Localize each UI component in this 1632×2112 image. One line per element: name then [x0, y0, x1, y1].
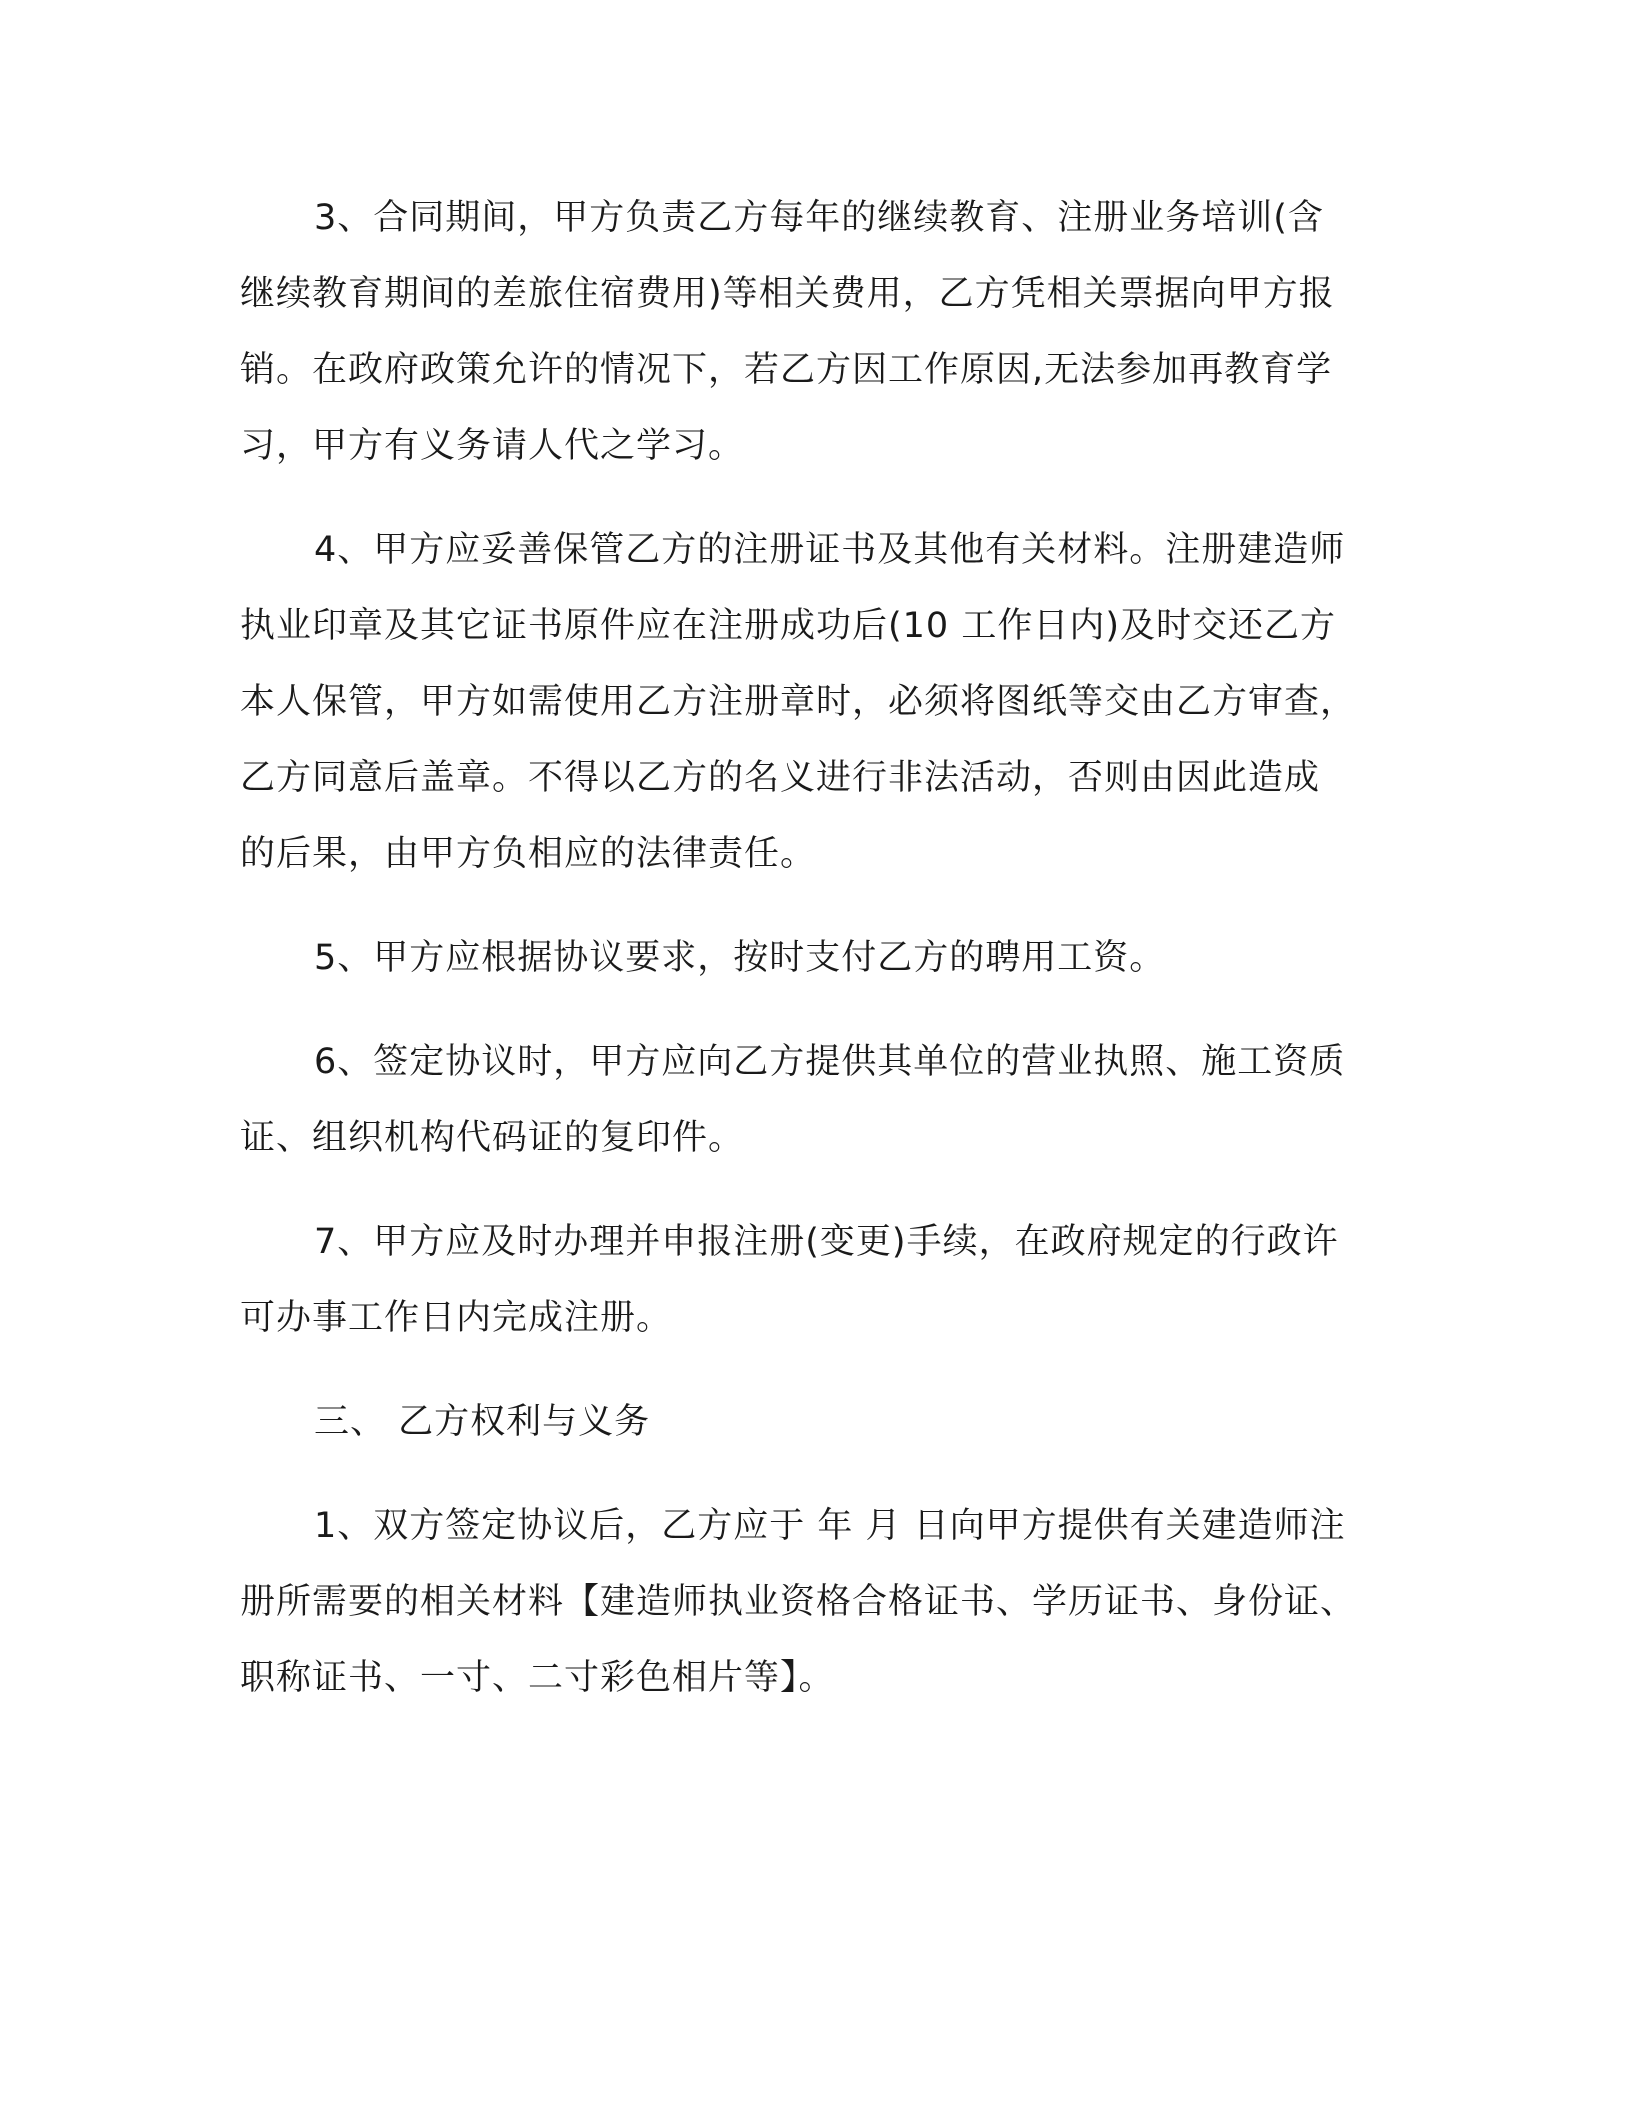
- clause-5-line: 5、甲方应根据协议要求，按时支付乙方的聘用工资。: [314, 938, 1166, 978]
- section-heading-text: 三、 乙方权利与义务: [314, 1402, 651, 1442]
- clause-b1-line: 1、双方签定协议后，乙方应于 年 月 日向甲方提供有关建造师注: [314, 1506, 1346, 1546]
- clause-4-line: 乙方同意后盖章。不得以乙方的名义进行非法活动，否则由因此造成: [240, 758, 1321, 798]
- clause-3-paragraph: [240, 180, 1390, 484]
- clause-7-line: 7、甲方应及时办理并申报注册(变更)手续，在政府规定的行政许: [314, 1222, 1339, 1262]
- clause-6-line: 6、签定协议时，甲方应向乙方提供其单位的营业执照、施工资质: [314, 1042, 1346, 1082]
- clause-6-line: 证、组织机构代码证的复印件。: [240, 1118, 745, 1158]
- clause-b1-line: 册所需要的相关材料【建造师执业资格合格证书、学历证书、身份证、: [240, 1582, 1357, 1622]
- clause-3-line: 3、合同期间，甲方负责乙方每年的继续教育、注册业务培训(含: [314, 198, 1324, 238]
- clause-4-line: 的后果，由甲方负相应的法律责任。: [240, 834, 817, 874]
- clause-4-paragraph: [240, 512, 1390, 892]
- clause-6-paragraph: [240, 1024, 1390, 1176]
- clause-b1-paragraph: [240, 1488, 1390, 1716]
- clause-4-line: 执业印章及其它证书原件应在注册成功后(10 工作日内)及时交还乙方: [240, 606, 1336, 646]
- clause-3-line: 继续教育期间的差旅住宿费用)等相关费用，乙方凭相关票据向甲方报: [240, 274, 1335, 314]
- clause-b1-line: 职称证书、一寸、二寸彩色相片等】。: [240, 1658, 835, 1698]
- clause-4-line: 4、甲方应妥善保管乙方的注册证书及其他有关材料。注册建造师: [314, 530, 1346, 570]
- clause-7-paragraph: [240, 1204, 1390, 1356]
- clause-5-paragraph: [240, 920, 1390, 996]
- clause-4-line: 本人保管，甲方如需使用乙方注册章时，必须将图纸等交由乙方审查，: [240, 682, 1357, 722]
- clause-3-line: 销。在政府政策允许的情况下，若乙方因工作原因,无法参加再教育学: [240, 350, 1333, 390]
- clause-7-line: 可办事工作日内完成注册。: [240, 1298, 673, 1338]
- clause-3-line: 习，甲方有义务请人代之学习。: [240, 426, 745, 466]
- document-body: [240, 180, 1390, 1744]
- section-heading: [240, 1384, 1390, 1460]
